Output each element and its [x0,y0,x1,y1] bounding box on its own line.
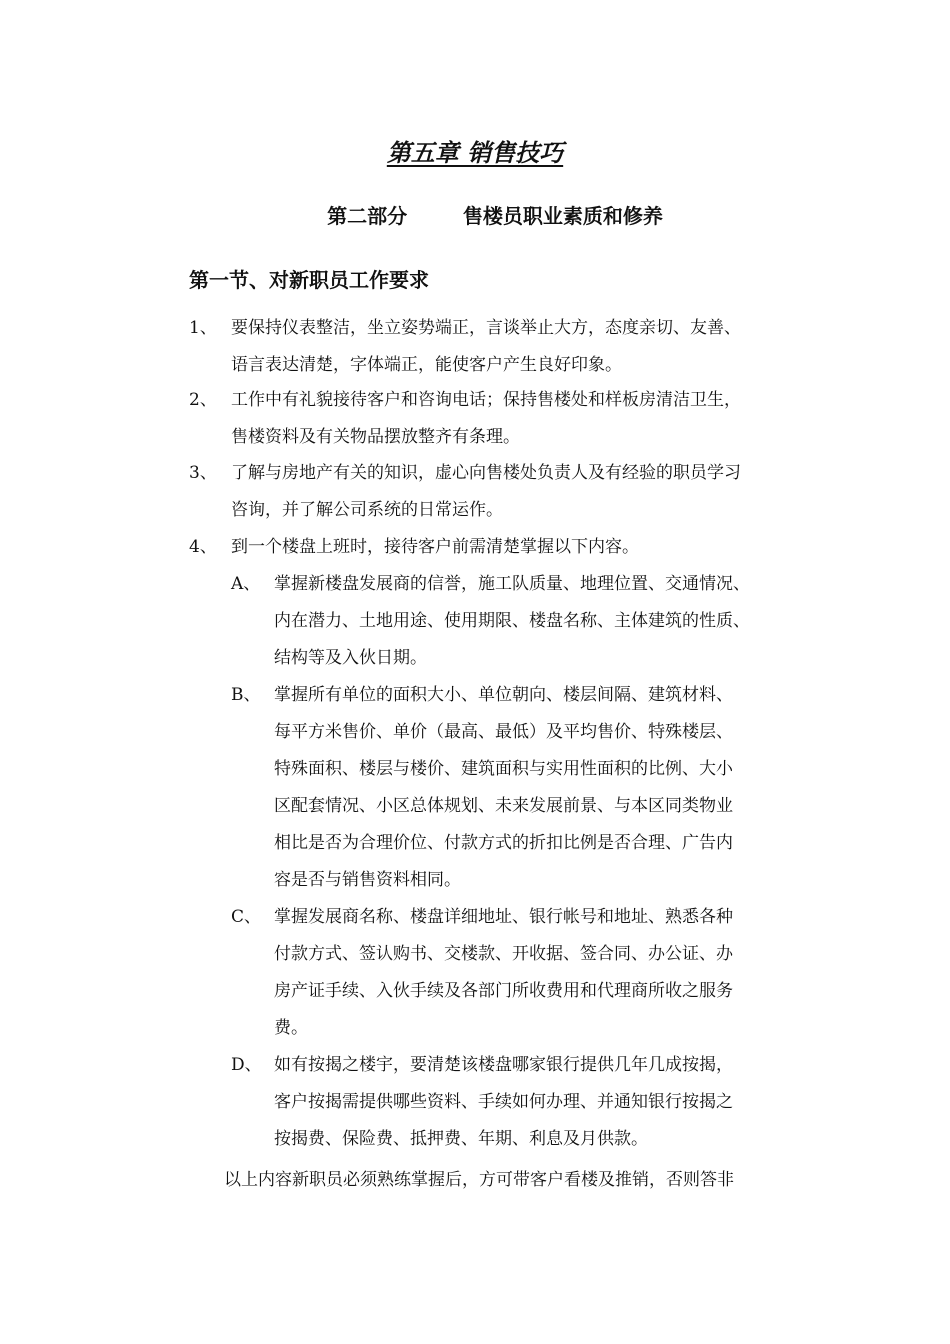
section-title: 第一节、对新职员工作要求 [189,268,429,292]
sub-item-line: 特殊面积、楼层与楼价、建筑面积与实用性面积的比例、大小 [274,759,733,779]
sub-item-line: 容是否与销售资料相同。 [274,870,461,890]
item-number: 3、 [189,463,217,483]
sub-item-line: 按揭费、保险费、抵押费、年期、利息及月供款。 [274,1129,648,1149]
sub-item-letter: D、 [231,1055,262,1075]
part-title: 第二部分 售楼员职业素质和修养 [327,204,663,228]
sub-item-line: 内在潜力、土地用途、使用期限、楼盘名称、主体建筑的性质、 [274,611,750,631]
sub-item-letter: C、 [231,907,262,927]
sub-item-line: 结构等及入伙日期。 [274,648,427,668]
sub-item-line: 掌握发展商名称、楼盘详细地址、银行帐号和地址、熟悉各种 [274,907,733,927]
item-line: 咨询，并了解公司系统的日常运作。 [231,500,503,520]
item-line: 售楼资料及有关物品摆放整齐有条理。 [231,427,520,447]
list-item-1 [189,310,829,384]
item-number: 4、 [189,537,217,557]
sub-item-line: 费。 [274,1018,308,1038]
sub-item-letter: B、 [231,685,261,705]
list-item-3 [189,455,829,529]
sub-item-a [231,566,831,677]
sub-item-line: 区配套情况、小区总体规划、未来发展前景、与本区同类物业 [274,796,733,816]
chapter-title: 第五章 销售技巧 [386,138,564,167]
sub-item-line: 掌握所有单位的面积大小、单位朝向、楼层间隔、建筑材料、 [274,685,733,705]
sub-item-letter: A、 [231,574,261,594]
sub-item-line: 如有按揭之楼宇，要清楚该楼盘哪家银行提供几年几成按揭， [274,1055,733,1075]
item-number: 2、 [189,390,217,410]
item-line: 语言表达清楚，字体端正，能使客户产生良好印象。 [231,355,622,375]
sub-item-line: 客户按揭需提供哪些资料、手续如何办理、并通知银行按揭之 [274,1092,733,1112]
item-line: 到一个楼盘上班时，接待客户前需清楚掌握以下内容。 [231,537,639,557]
list-item-4 [189,529,829,566]
item-line: 了解与房地产有关的知识，虚心向售楼处负责人及有经验的职员学习 [231,463,741,483]
item-line: 工作中有礼貌接待客户和咨询电话；保持售楼处和样板房清洁卫生， [231,390,741,410]
sub-item-c [231,899,831,1047]
closing-paragraph: 以上内容新职员必须熟练掌握后，方可带客户看楼及推销，否则答非 [224,1170,734,1190]
sub-item-line: 付款方式、签认购书、交楼款、开收据、签合同、办公证、办 [274,944,733,964]
sub-item-d [231,1047,831,1158]
sub-item-line: 每平方米售价、单价（最高、最低）及平均售价、特殊楼层、 [274,722,733,742]
sub-item-line: 房产证手续、入伙手续及各部门所收费用和代理商所收之服务 [274,981,733,1001]
sub-item-line: 掌握新楼盘发展商的信誉，施工队质量、地理位置、交通情况、 [274,574,750,594]
item-number: 1、 [189,318,217,338]
list-item-2 [189,382,829,456]
sub-item-b [231,677,831,899]
sub-item-line: 相比是否为合理价位、付款方式的折扣比例是否合理、广告内 [274,833,733,853]
item-line: 要保持仪表整洁，坐立姿势端正，言谈举止大方，态度亲切、友善、 [231,318,741,338]
